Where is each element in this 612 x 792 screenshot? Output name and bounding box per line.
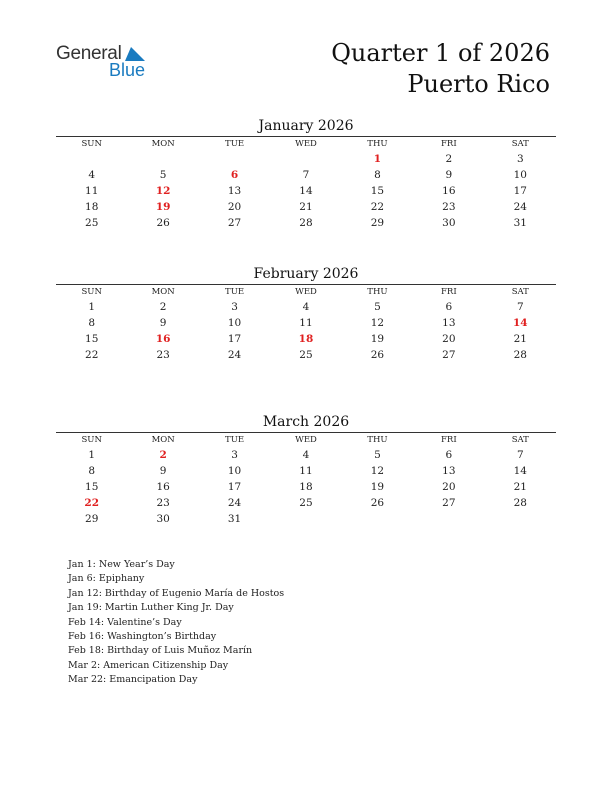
day-cell: 27 xyxy=(442,497,456,509)
day-cell: 26 xyxy=(156,217,170,229)
day-grid xyxy=(56,447,556,527)
empty-day-cell xyxy=(56,151,127,167)
day-cell: 18 xyxy=(299,481,313,493)
day-cell: 25 xyxy=(299,497,313,509)
holiday-day-cell: 22 xyxy=(84,497,100,509)
holiday-item: Feb 18: Birthday of Luis Muñoz Marín xyxy=(68,645,253,657)
day-cell: 19 xyxy=(370,481,385,493)
day-cell: 17 xyxy=(227,333,242,345)
holiday-day-cell: 2 xyxy=(159,449,167,461)
weekday-label: SAT xyxy=(511,139,529,149)
day-cell: 29 xyxy=(85,513,99,525)
day-cell: 11 xyxy=(299,317,313,329)
day-cell: 5 xyxy=(159,169,167,181)
day-cell: 26 xyxy=(370,497,385,509)
empty-day-cell xyxy=(127,151,198,167)
weekday-label: THU xyxy=(367,139,388,149)
day-cell: 20 xyxy=(442,481,456,493)
holiday-item: Jan 6: Epiphany xyxy=(68,573,145,585)
day-cell: 8 xyxy=(88,465,96,477)
day-cell: 6 xyxy=(445,449,453,461)
logo-triangle-icon xyxy=(125,47,145,61)
day-cell: 23 xyxy=(156,349,170,361)
weekday-label: FRI xyxy=(441,435,457,445)
day-cell: 3 xyxy=(231,449,238,461)
weekday-label: SAT xyxy=(511,435,529,445)
day-cell: 29 xyxy=(370,217,385,229)
weekday-label: FRI xyxy=(441,287,457,297)
logo-word-blue: Blue xyxy=(109,60,146,80)
weekday-label: SAT xyxy=(511,287,529,297)
day-cell: 15 xyxy=(370,185,385,197)
day-cell: 13 xyxy=(442,317,456,329)
holiday-item: Jan 19: Martin Luther King Jr. Day xyxy=(68,602,234,614)
day-cell: 7 xyxy=(516,449,524,461)
holiday-item: Jan 12: Birthday of Eugenio María de Hostos xyxy=(68,587,285,599)
day-cell: 25 xyxy=(299,349,313,361)
day-cell: 8 xyxy=(374,169,381,181)
day-cell: 2 xyxy=(445,153,453,165)
holiday-item: Jan 1: New Year’s Day xyxy=(68,559,175,570)
day-cell: 1 xyxy=(88,301,96,313)
day-cell: 7 xyxy=(302,169,310,181)
day-grid xyxy=(56,299,556,363)
month-title: March 2026 xyxy=(262,414,350,430)
day-cell: 23 xyxy=(156,497,170,509)
day-cell: 8 xyxy=(88,317,96,329)
day-cell: 3 xyxy=(516,153,524,165)
weekday-label: SUN xyxy=(81,287,102,297)
day-cell: 17 xyxy=(513,185,527,197)
page-title xyxy=(331,38,550,100)
holiday-day-cell: 19 xyxy=(155,201,171,213)
day-cell: 21 xyxy=(299,201,313,213)
holiday-item: Mar 22: Emancipation Day xyxy=(68,674,198,686)
day-cell: 10 xyxy=(227,317,242,329)
day-cell: 20 xyxy=(442,333,456,345)
weekday-label: WED xyxy=(295,139,317,149)
weekday-label: MON xyxy=(151,287,175,297)
day-cell: 22 xyxy=(370,201,385,213)
day-cell: 16 xyxy=(442,185,456,197)
day-cell: 22 xyxy=(85,349,99,361)
day-cell: 11 xyxy=(85,185,99,197)
empty-day-cell xyxy=(270,151,341,167)
day-cell: 31 xyxy=(227,513,242,525)
day-cell: 14 xyxy=(513,465,527,477)
day-cell: 10 xyxy=(513,169,527,181)
day-cell: 13 xyxy=(442,465,456,477)
day-cell: 3 xyxy=(231,301,238,313)
holiday-item: Feb 14: Valentine’s Day xyxy=(68,616,182,628)
month-january xyxy=(56,116,556,231)
day-cell: 28 xyxy=(513,349,527,361)
day-cell: 12 xyxy=(370,465,385,477)
weekday-label: SUN xyxy=(81,139,102,149)
weekday-label: THU xyxy=(367,287,388,297)
day-cell: 4 xyxy=(88,169,96,181)
weekday-header xyxy=(56,137,556,151)
day-cell: 2 xyxy=(159,301,167,313)
day-cell: 24 xyxy=(227,349,242,361)
weekday-label: TUE xyxy=(225,287,245,297)
day-cell: 21 xyxy=(513,481,527,493)
weekday-label: WED xyxy=(295,287,317,297)
quarter-title: Quarter 1 of 2026 xyxy=(331,39,550,67)
day-cell: 19 xyxy=(370,333,385,345)
day-cell: 28 xyxy=(299,217,313,229)
day-cell: 4 xyxy=(302,301,310,313)
day-cell: 24 xyxy=(227,497,242,509)
month-title: February 2026 xyxy=(253,266,359,282)
day-cell: 23 xyxy=(442,201,456,213)
day-cell: 14 xyxy=(299,185,313,197)
empty-day-cell xyxy=(199,151,270,167)
holiday-day-cell: 1 xyxy=(373,153,382,165)
day-cell: 10 xyxy=(227,465,242,477)
day-cell: 27 xyxy=(227,217,242,229)
weekday-header xyxy=(56,285,556,299)
holiday-day-cell: 16 xyxy=(155,333,171,345)
country-title: Puerto Rico xyxy=(407,70,550,98)
day-cell: 5 xyxy=(374,449,381,461)
weekday-label: THU xyxy=(367,435,388,445)
logo-word-general: General xyxy=(56,43,122,64)
day-cell: 6 xyxy=(445,301,453,313)
day-cell: 30 xyxy=(156,513,170,525)
holiday-item: Mar 2: American Citizenship Day xyxy=(68,659,229,671)
day-cell: 13 xyxy=(227,185,242,197)
day-cell: 9 xyxy=(159,465,167,477)
day-cell: 21 xyxy=(513,333,527,345)
holiday-day-cell: 14 xyxy=(512,317,528,329)
month-march xyxy=(56,412,556,527)
weekday-header xyxy=(56,433,556,447)
month-february xyxy=(56,264,556,363)
day-cell: 18 xyxy=(85,201,99,213)
day-cell: 12 xyxy=(370,317,385,329)
month-title: January 2026 xyxy=(258,118,354,134)
day-cell: 1 xyxy=(88,449,96,461)
holiday-item: Feb 16: Washington’s Birthday xyxy=(68,631,217,643)
day-cell: 15 xyxy=(85,481,99,493)
weekday-label: MON xyxy=(151,435,175,445)
day-cell: 31 xyxy=(513,217,527,229)
day-cell: 24 xyxy=(513,201,527,213)
day-cell: 27 xyxy=(442,349,456,361)
day-cell: 26 xyxy=(370,349,385,361)
holiday-day-cell: 6 xyxy=(230,169,239,181)
generalblue-logo xyxy=(56,43,156,83)
day-cell: 9 xyxy=(445,169,453,181)
day-cell: 30 xyxy=(442,217,456,229)
day-cell: 11 xyxy=(299,465,313,477)
day-cell: 15 xyxy=(85,333,99,345)
holiday-day-cell: 18 xyxy=(298,333,314,345)
weekday-label: TUE xyxy=(225,435,245,445)
day-cell: 20 xyxy=(227,201,242,213)
day-cell: 9 xyxy=(159,317,167,329)
day-cell: 4 xyxy=(302,449,310,461)
weekday-label: WED xyxy=(295,435,317,445)
day-cell: 16 xyxy=(156,481,170,493)
day-cell: 5 xyxy=(374,301,381,313)
day-cell: 7 xyxy=(516,301,524,313)
day-cell: 28 xyxy=(513,497,527,509)
holiday-day-cell: 12 xyxy=(155,185,171,197)
weekday-label: TUE xyxy=(225,139,245,149)
weekday-label: MON xyxy=(151,139,175,149)
day-cell: 25 xyxy=(85,217,99,229)
day-cell: 17 xyxy=(227,481,242,493)
weekday-label: SUN xyxy=(81,435,102,445)
day-grid xyxy=(56,151,556,231)
holiday-list xyxy=(68,558,284,688)
weekday-label: FRI xyxy=(441,139,457,149)
